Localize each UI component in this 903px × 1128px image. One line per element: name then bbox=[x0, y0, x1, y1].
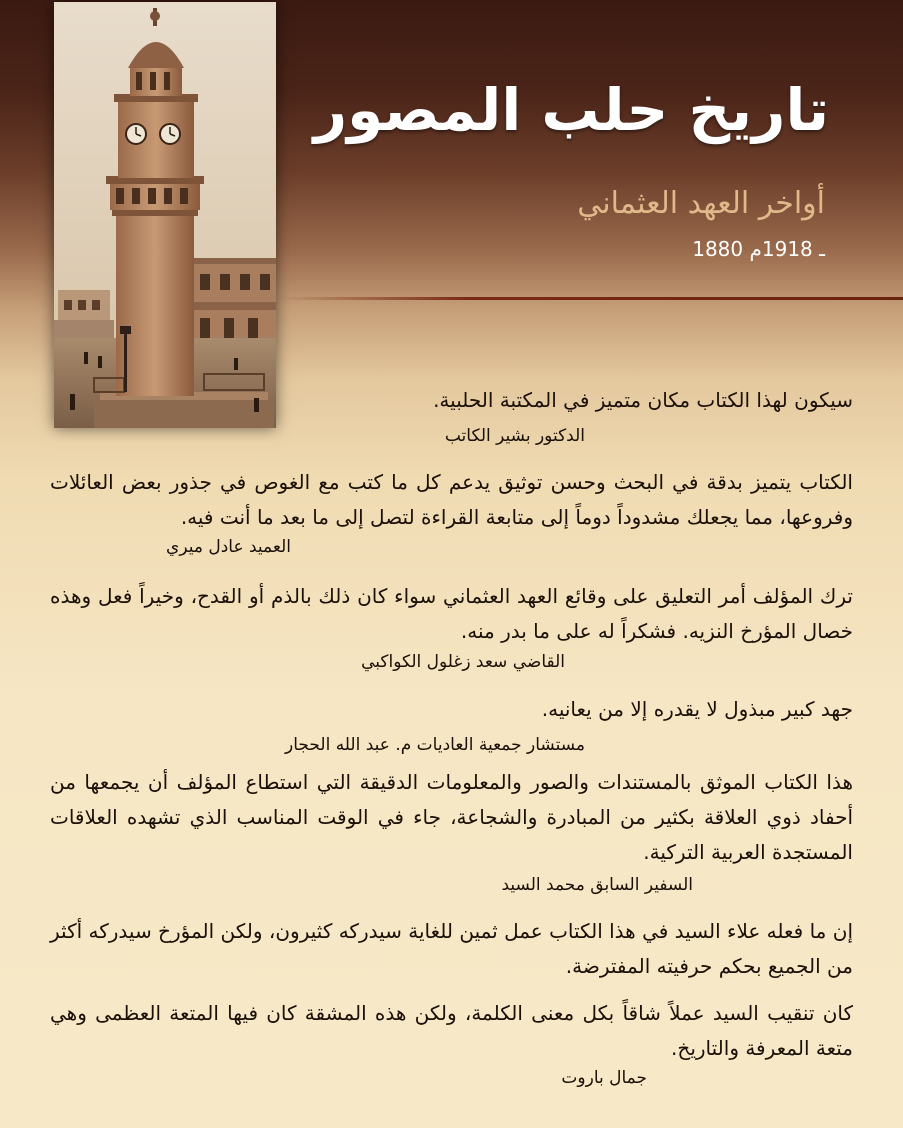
book-years: 1880 ـ 1918م bbox=[692, 237, 825, 261]
book-title: تاريخ حلب المصور bbox=[313, 76, 829, 144]
quote-5: هذا الكتاب الموثق بالمستندات والصور والمعلومات الدقيقة التي استطاع المؤلف أن يجمعها من أحفاد ذوي العلاقة بكثير من المبادرة والشجاعة، جاء في الوقت المناسب الذي تشهده العلاقات المستجدة العربية التركية. bbox=[50, 770, 853, 864]
quote-6: إن ما فعله علاء السيد في هذا الكتاب عمل ثمين للغاية سيدركه كثيرون، ولكن المؤرخ سيدركه أكثر من الجميع بحكم حرفيته المفترضة. bbox=[50, 919, 853, 978]
quote-1-author: الدكتور بشير الكاتب bbox=[444, 426, 585, 446]
quote-3-author: القاضي سعد زغلول الكواكبي bbox=[361, 652, 565, 672]
clock-tower-photo bbox=[54, 2, 276, 428]
quote-2-author: العميد عادل ميري bbox=[166, 537, 291, 557]
quote-3: ترك المؤلف أمر التعليق على وقائع العهد العثماني سواء كان ذلك بالذم أو القدح، وخيراً فعل وهذه خصال المؤرخ النزيه. فشكراً له على ما بدر منه. bbox=[50, 584, 853, 643]
quote-4-author: مستشار جمعية العاديات م. عبد الله الحجار bbox=[285, 735, 585, 755]
quote-2: الكتاب يتميز بدقة في البحث وحسن توثيق يدعم كل ما كتب مع الغوص في جذور بعض العائلات وفروعها، مما يجعلك مشدوداً دوماً إلى متابعة القراءة لتصل إلى ما بعد ما أنت فيه. bbox=[50, 470, 853, 529]
book-subtitle: أواخر العهد العثماني bbox=[577, 186, 825, 221]
quote-7-author: جمال باروت bbox=[561, 1068, 647, 1088]
quote-1: سيكون لهذا الكتاب مكان متميز في المكتبة الحلبية. bbox=[433, 388, 853, 412]
quote-7: كان تنقيب السيد عملاً شاقاً بكل معنى الكلمة، ولكن هذه المشقة كان فيها المتعة العظمى وهي متعة المعرفة والتاريخ. bbox=[50, 1001, 853, 1060]
quote-4: جهد كبير مبذول لا يقدره إلا من يعانيه. bbox=[541, 697, 853, 721]
header-divider bbox=[282, 297, 903, 300]
clock-tower-illustration bbox=[54, 2, 276, 428]
quote-5-author: السفير السابق محمد السيد bbox=[501, 875, 693, 895]
